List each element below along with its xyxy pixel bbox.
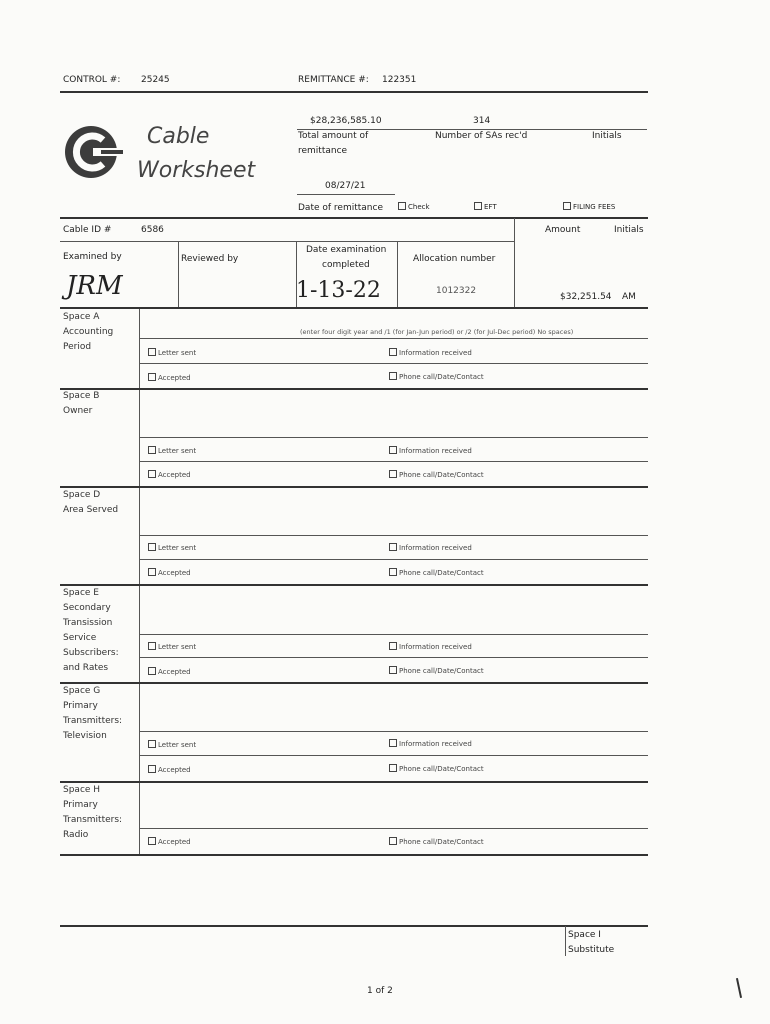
- space-e-info-received[interactable]: Information received: [389, 642, 472, 651]
- title-worksheet: Worksheet: [137, 158, 256, 183]
- space-i-divider: [565, 926, 566, 956]
- control-label: CONTROL #:: [63, 75, 121, 85]
- space-d-accepted[interactable]: Accepted: [148, 568, 191, 577]
- reviewed-divider: [178, 242, 179, 308]
- space-b-phone-call[interactable]: Phone call/Date/Contact: [389, 470, 484, 479]
- space-b-accepted[interactable]: Accepted: [148, 470, 191, 479]
- space-h-rule-1: [139, 828, 648, 829]
- space-h-label: Space H Primary Transmitters: Radio: [63, 785, 123, 840]
- space-e-phone-call[interactable]: Phone call/Date/Contact: [389, 666, 484, 675]
- allocation-label: Allocation number: [413, 254, 496, 264]
- space-i-top-rule: [60, 925, 648, 927]
- copyright-office-logo-icon: [63, 124, 123, 180]
- date-exam-label: Date examination: [306, 245, 387, 255]
- check-option[interactable]: Check: [398, 202, 430, 211]
- cable-info-bottom-rule: [60, 307, 648, 309]
- cable-info-top-rule: [60, 217, 648, 219]
- sas-count: 314: [473, 116, 491, 126]
- space-a-info-received[interactable]: Information received: [389, 348, 472, 357]
- space-d-info-received[interactable]: Information received: [389, 543, 472, 552]
- reviewed-by-label: Reviewed by: [181, 254, 239, 264]
- eft-option[interactable]: EFT: [474, 202, 497, 211]
- space-b-info-received[interactable]: Information received: [389, 446, 472, 455]
- space-b-bottom-rule: [60, 486, 648, 488]
- remittance-amount-label-2: remittance: [298, 146, 348, 156]
- scan-mark: [736, 978, 742, 998]
- space-a-phone-call[interactable]: Phone call/Date/Contact: [389, 372, 484, 381]
- check-checkbox[interactable]: [398, 202, 406, 210]
- examined-by-label: Examined by: [63, 252, 122, 262]
- cable-id-rule: [60, 241, 515, 242]
- allocation-divider: [397, 242, 398, 308]
- amount-divider: [514, 218, 515, 308]
- title-cable: Cable: [147, 124, 210, 149]
- space-a-letter-sent[interactable]: Letter sent: [148, 348, 196, 357]
- remittance-number: 122351: [382, 75, 417, 85]
- space-g-info-received[interactable]: Information received: [389, 739, 472, 748]
- space-g-phone-call[interactable]: Phone call/Date/Contact: [389, 764, 484, 773]
- space-e-letter-sent[interactable]: Letter sent: [148, 642, 196, 651]
- initials-label: Initials: [592, 131, 622, 141]
- sas-label: Number of SAs rec'd: [435, 131, 528, 141]
- space-a-rule-1: [139, 338, 648, 339]
- date-exam-label-2: completed: [322, 260, 370, 270]
- space-d-phone-call[interactable]: Phone call/Date/Contact: [389, 568, 484, 577]
- space-a-accepted[interactable]: Accepted: [148, 373, 191, 382]
- space-d-label: Space D Area Served: [63, 490, 119, 515]
- space-h-accepted[interactable]: Accepted: [148, 837, 191, 846]
- space-g-label: Space G Primary Transmitters: Television: [63, 686, 123, 741]
- space-b-rule-1: [139, 437, 648, 438]
- space-g-rule-2: [139, 755, 648, 756]
- space-b-label: Space B Owner: [63, 391, 100, 416]
- eft-checkbox[interactable]: [474, 202, 482, 210]
- remittance-label: REMITTANCE #:: [298, 75, 369, 85]
- space-g-bottom-rule: [60, 781, 648, 783]
- space-g-letter-sent[interactable]: Letter sent: [148, 740, 196, 749]
- space-h-phone-call[interactable]: Phone call/Date/Contact: [389, 837, 484, 846]
- space-d-letter-sent[interactable]: Letter sent: [148, 543, 196, 552]
- control-number: 25245: [141, 75, 170, 85]
- allocation-number: 1012322: [436, 286, 477, 296]
- remittance-date-rule: [297, 194, 395, 195]
- filing-fees-option[interactable]: FILING FEES: [563, 202, 615, 211]
- space-b-letter-sent[interactable]: Letter sent: [148, 446, 196, 455]
- space-a-label: Space A Accounting Period: [63, 312, 114, 352]
- amount-label: Amount: [545, 225, 581, 235]
- amount-initials: AM: [622, 292, 636, 302]
- space-d-bottom-rule: [60, 584, 648, 586]
- space-a-note: (enter four digit year and /1 (for Jan-Jun period) or /2 (for Jul-Dec period) No spaces): [300, 328, 574, 336]
- space-d-rule-2: [139, 559, 648, 560]
- spaces-column-divider: [139, 309, 140, 855]
- space-e-accepted[interactable]: Accepted: [148, 667, 191, 676]
- space-g-rule-1: [139, 731, 648, 732]
- space-d-rule-1: [139, 535, 648, 536]
- space-a-bottom-rule: [60, 388, 648, 390]
- filing-fees-checkbox[interactable]: [563, 202, 571, 210]
- exam-date: 1-13-22: [296, 278, 381, 303]
- remittance-rule: [297, 129, 647, 130]
- space-b-rule-2: [139, 461, 648, 462]
- remittance-amount: $28,236,585.10: [310, 116, 382, 126]
- cable-id-value: 6586: [141, 225, 164, 235]
- space-e-rule-2: [139, 657, 648, 658]
- remittance-date: 08/27/21: [325, 181, 366, 191]
- remittance-amount-label: Total amount of: [298, 131, 369, 141]
- page-number: 1 of 2: [367, 986, 393, 996]
- space-e-bottom-rule: [60, 682, 648, 684]
- space-e-rule-1: [139, 634, 648, 635]
- amount-value: $32,251.54: [560, 292, 612, 302]
- space-g-accepted[interactable]: Accepted: [148, 765, 191, 774]
- header-rule: [60, 91, 648, 93]
- space-i-label: Space I Substitute: [568, 930, 615, 955]
- space-e-label: Space E Secondary Transission Service Subscribers: and Rates: [63, 588, 119, 673]
- remittance-date-label: Date of remittance: [298, 203, 383, 213]
- initials-label-2: Initials: [614, 225, 644, 235]
- space-h-bottom-rule: [60, 854, 648, 856]
- space-a-rule-2: [139, 363, 648, 364]
- examiner-initials: JRM: [66, 271, 123, 301]
- cable-id-label: Cable ID #: [63, 225, 112, 235]
